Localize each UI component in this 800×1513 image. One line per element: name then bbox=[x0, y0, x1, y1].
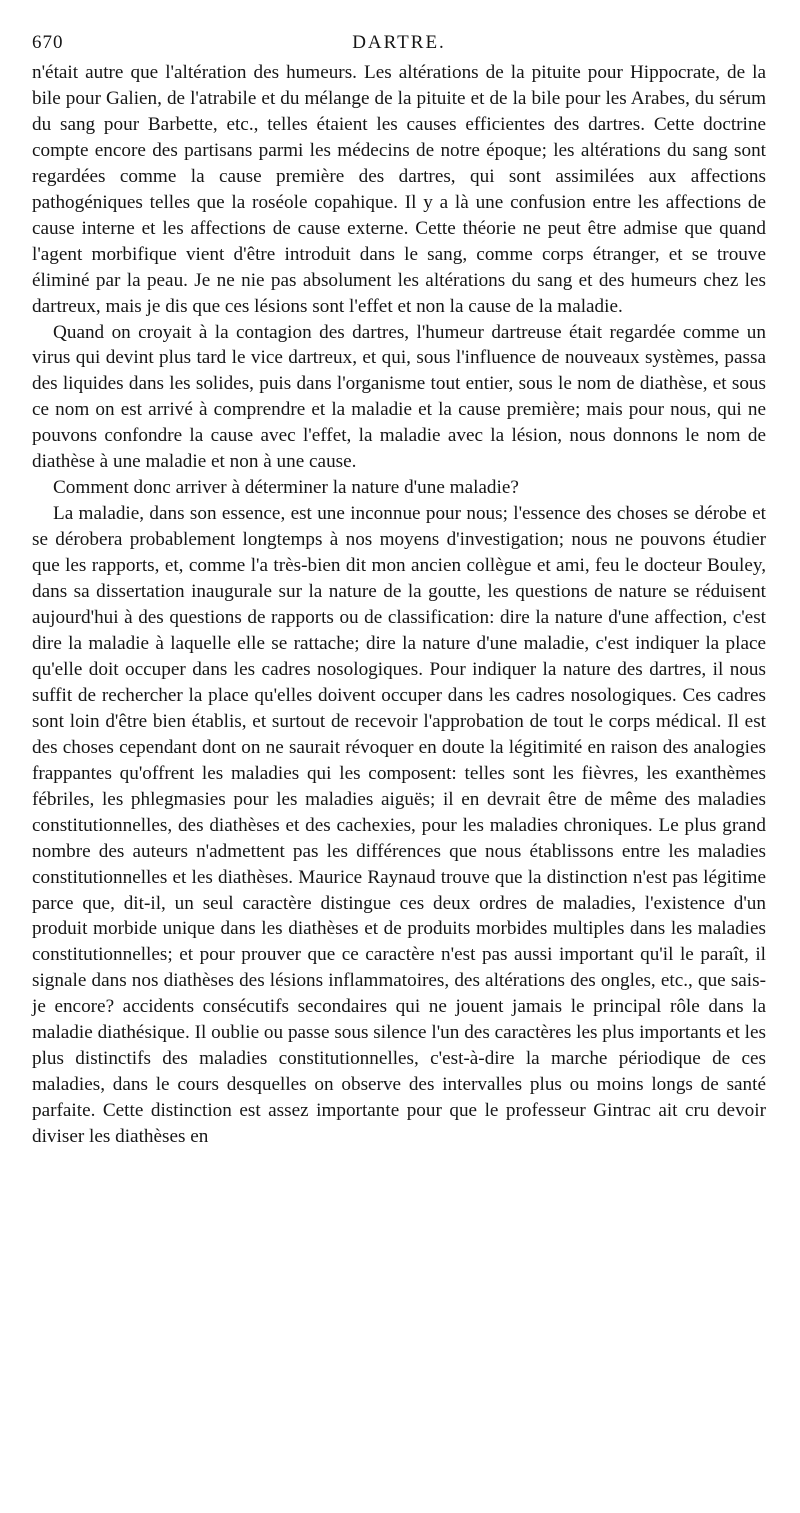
paragraph: n'était autre que l'altération des humeurs. Les altérations de la pituite pour Hippocrate, de la bile pour Galien, de l'atrabile et du mélange de la pituite et de la bile pour les Arabes, du sérum du sang pour Barbette, etc., telles étaient les causes efficientes des dartres. Cette doctrine compte encore des partisans parmi les médecins de notre époque; les altérations du sang sont regardées comme la cause première des dartres, qui sont assimilées aux affections pathogéniques telles que la roséole copahique. Il y a là une confusion entre les affections de cause interne et les affections de cause externe. Cette théorie ne peut être admise que quand l'agent morbifique vient d'être introduit dans le sang, comme corps étranger, et se trouve éliminé par la peau. Je ne nie pas absolument les altérations du sang et des humeurs chez les dartreux, mais je dis que ces lésions sont l'effet et non la cause de la maladie. bbox=[32, 62, 766, 317]
running-title: DARTRE. bbox=[352, 32, 446, 53]
running-head bbox=[32, 30, 766, 60]
page-number: 670 bbox=[32, 32, 64, 53]
paragraph: La maladie, dans son essence, est une inconnue pour nous; l'essence des choses se dérobe et se dérobera probablement longtemps à nos moyens d'investigation; nous ne pouvons étudier que les rapports, et, comme l'a très-bien dit mon ancien collègue et ami, feu le docteur Bouley, dans sa dissertation inaugurale sur la nature de la goutte, les questions de nature se réduisent aujourd'hui à des questions de rapports ou de classification: dire la nature d'une affection, c'est dire la maladie à laquelle elle se rattache; dire la nature d'une maladie, c'est indiquer la place qu'elle doit occuper dans les cadres nosologiques. Pour indiquer la nature des dartres, il nous suffit de rechercher la place qu'elles doivent occuper dans les cadres nosologiques. Ces cadres sont loin d'être bien établis, et surtout de recevoir l'approbation de tout le corps médical. Il est des choses cependant dont on ne saurait révoquer en doute la légitimité en raison des analogies frappantes qu'offrent les maladies qui les composent: telles sont les fièvres, les exanthèmes fébriles, les phlegmasies pour les maladies aiguës; il en devrait être de même des maladies constitutionnelles, des diathèses et des cachexies, pour les maladies chroniques. Le plus grand nombre des auteurs n'admettent pas les différences que nous établissons entre les maladies constitutionnelles et les diathèses. Maurice Raynaud trouve que la distinction n'est pas légitime parce que, dit-il, un seul caractère distingue ces deux ordres de maladies, l'existence d'un produit morbide unique dans les diathèses et de produits morbides multiples dans les maladies constitutionnelles; et pour prouver que ce caractère n'est pas aussi important qu'il le paraît, il signale dans nos diathèses des lésions inflammatoires, des altérations des ongles, etc., que sais-je encore? accidents consécutifs secondaires qui ne jouent jamais le principal rôle dans la maladie diathésique. Il oublie ou passe sous silence l'un des caractères les plus importants et les plus distinctifs des maladies constitutionnelles, c'est-à-dire la marche périodique de ces maladies, dans le cours desquelles on observe des intervalles plus ou moins longs de santé parfaite. Cette distinction est assez importante pour que le professeur Gintrac ait cru devoir diviser les diathèses en bbox=[32, 503, 766, 1148]
book-page bbox=[32, 30, 766, 1150]
paragraph: Comment donc arriver à déterminer la nature d'une maladie? bbox=[53, 477, 519, 499]
paragraph: Quand on croyait à la contagion des dartres, l'humeur dartreuse était regardée comme un virus qui devint plus tard le vice dartreux, et qui, sous l'influence de nouveaux systèmes, passa des liquides dans les solides, puis dans l'organisme tout entier, sous le nom de diathèse, et sous ce nom on est arrivé à comprendre et la maladie et la cause première; mais pour nous, qui ne pouvons confondre la cause avec l'effet, la maladie avec la lésion, nous donnons le nom de diathèse à une maladie et non à une cause. bbox=[32, 321, 766, 473]
body-text bbox=[32, 60, 766, 1150]
